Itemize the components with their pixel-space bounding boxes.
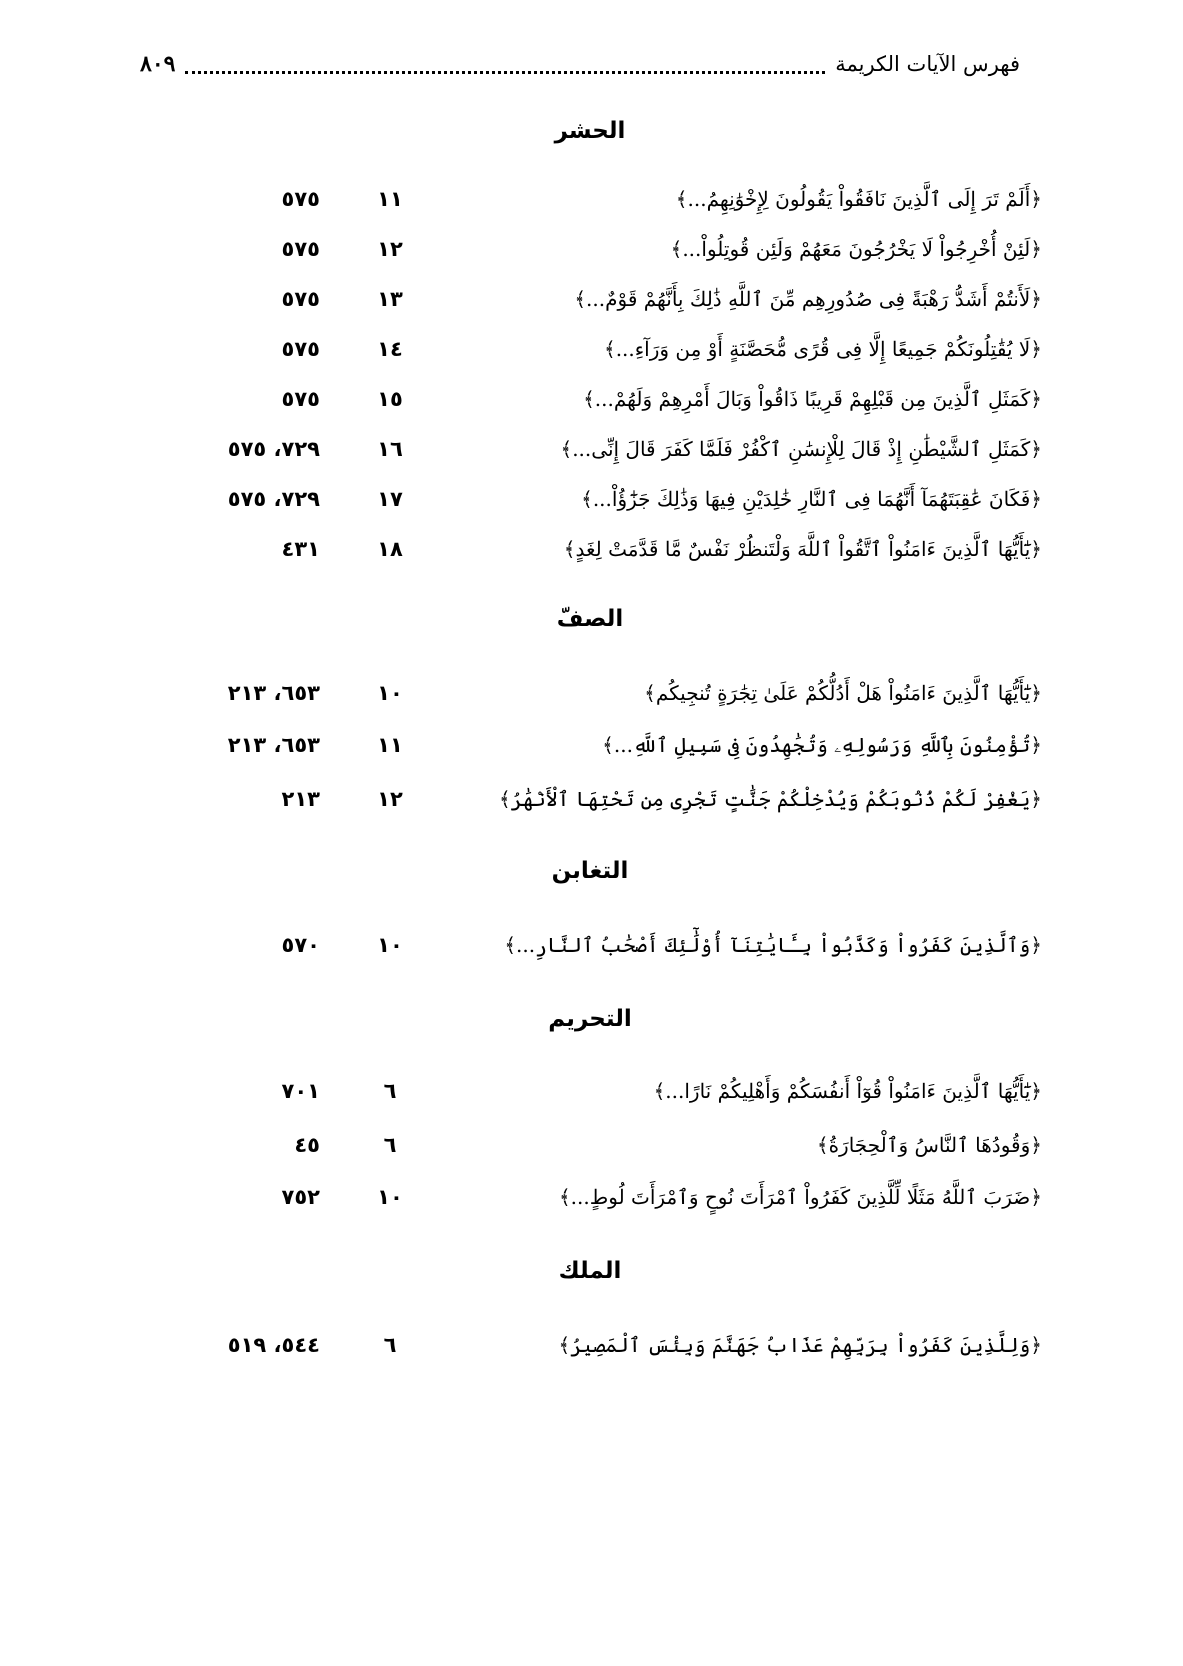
- verse-number: ١٦: [377, 437, 403, 461]
- verse-number: ١٠: [377, 1185, 403, 1209]
- verse-number: ١١: [377, 187, 403, 211]
- verse-text: ﴿فَكَانَ عَٰقِبَتَهُمَآ أَنَّهُمَا فِى ٱلنَّارِ خَٰلِدَيْنِ فِيهَا وَذَٰلِكَ جَزَٰٓؤُاْ...﴾: [581, 487, 1042, 511]
- verse-number: ٦: [383, 1333, 397, 1357]
- verse-row: [0, 226, 1183, 272]
- verse-number: ٦: [383, 1079, 397, 1103]
- verse-row: [0, 526, 1183, 572]
- verse-row: [0, 670, 1183, 716]
- verse-row: [0, 1174, 1183, 1220]
- verse-row: [0, 376, 1183, 422]
- verse-number: ١٠: [377, 681, 403, 705]
- verse-text: ﴿أَلَمْ تَرَ إِلَى ٱلَّذِينَ نَافَقُواْ يَقُولُونَ لِإِخْوَٰنِهِمُ...﴾: [675, 187, 1042, 211]
- verse-row: [0, 476, 1183, 522]
- verse-row: [0, 1122, 1183, 1168]
- verse-row: [0, 922, 1183, 968]
- verse-text: ﴿لَا يُقَٰتِلُونَكُمْ جَمِيعًا إِلَّا فِى قُرًى مُّحَصَّنَةٍ أَوْ مِن وَرَآءِ...﴾: [603, 337, 1042, 361]
- surah-title: التغابن: [551, 858, 629, 884]
- verse-number: ١٧: [377, 487, 403, 511]
- verse-row: [0, 1322, 1183, 1368]
- verse-pages: ٢١٣: [281, 787, 320, 811]
- page-number: ٨٠٩: [140, 51, 176, 77]
- surah-title: الصفّ: [556, 606, 624, 632]
- verse-number: ١١: [377, 733, 403, 757]
- verse-number: ١٣: [377, 287, 403, 311]
- running-header: [140, 44, 1020, 84]
- verse-pages: ٦٥٣، ٢١٣: [227, 681, 320, 705]
- running-header-title: فهرس الآيات الكريمة: [835, 52, 1020, 76]
- verse-pages: ٧٢٩، ٥٧٥: [227, 437, 320, 461]
- surah-title: الحشر: [554, 118, 626, 144]
- dotted-leader: [185, 71, 825, 74]
- verse-text: ﴿ضَرَبَ ٱللَّهُ مَثَلًا لِّلَّذِينَ كَفَرُواْ ٱمْرَأَتَ نُوحٍ وَٱمْرَأَتَ لُوطٍ...﴾: [558, 1185, 1042, 1209]
- verse-row: [0, 176, 1183, 222]
- verse-pages: ٧٢٩، ٥٧٥: [227, 487, 320, 511]
- verse-row: [0, 722, 1183, 768]
- verse-text: ﴿وَٱلَّذِينَ كَفَرُواْ وَكَذَّبُواْ بِـَٔايَٰتِنَآ أُوْلَٰٓئِكَ أَصْحَٰبُ ٱلنَّارِ...﴾: [504, 933, 1042, 957]
- verse-text: ﴿كَمَثَلِ ٱلَّذِينَ مِن قَبْلِهِمْ قَرِيبًا ذَاقُواْ وَبَالَ أَمْرِهِمْ وَلَهُمْ...﴾: [583, 387, 1042, 411]
- verse-text: ﴿يَٰٓأَيُّهَا ٱلَّذِينَ ءَامَنُواْ ٱتَّقُواْ ٱللَّهَ وَلْتَنظُرْ نَفْسٌ مَّا قَدَّمَتْ لِغَدٍ﴾: [563, 537, 1042, 561]
- verse-text: ﴿وَقُودُهَا ٱلنَّاسُ وَٱلْحِجَارَةُ﴾: [816, 1133, 1042, 1157]
- verse-text: ﴿يَغْفِرْ لَكُمْ ذُنُوبَكُمْ وَيُدْخِلْكُمْ جَنَّٰتٍ تَجْرِى مِن تَحْتِهَا ٱلْأَنْهَٰرُ﴾: [498, 787, 1042, 811]
- verse-pages: ٥٧٥: [281, 237, 320, 261]
- verse-row: [0, 1068, 1183, 1114]
- verse-row: [0, 276, 1183, 322]
- surah-title: الملك: [558, 1258, 622, 1284]
- verse-pages: ٥٧٠: [281, 933, 320, 957]
- verse-number: ١٨: [377, 537, 403, 561]
- verse-number: ٦: [383, 1133, 397, 1157]
- verse-row: [0, 776, 1183, 822]
- verse-pages: ٤٣١: [281, 537, 320, 561]
- verse-text: ﴿تُؤْمِنُونَ بِٱللَّهِ وَرَسُولِهِۦ وَتُجَٰهِدُونَ فِى سَبِيلِ ٱللَّهِ...﴾: [602, 733, 1042, 757]
- verse-row: [0, 426, 1183, 472]
- surah-title: التحريم: [548, 1006, 632, 1032]
- verse-text: ﴿وَلِلَّذِينَ كَفَرُواْ بِرَبِّهِمْ عَذَابُ جَهَنَّمَ وَبِئْسَ ٱلْمَصِيرُ﴾: [558, 1333, 1042, 1357]
- verse-number: ١٢: [377, 237, 403, 261]
- verse-pages: ٧٠١: [281, 1079, 320, 1103]
- verse-pages: ٥٧٥: [281, 187, 320, 211]
- verse-number: ١٠: [377, 933, 403, 957]
- verse-text: ﴿يَٰٓأَيُّهَا ٱلَّذِينَ ءَامَنُواْ هَلْ أَدُلُّكُمْ عَلَىٰ تِجَٰرَةٍ تُنجِيكُم﴾: [644, 681, 1042, 705]
- verse-pages: ٥٧٥: [281, 387, 320, 411]
- verse-text: ﴿يَٰٓأَيُّهَا ٱلَّذِينَ ءَامَنُواْ قُوٓاْ أَنفُسَكُمْ وَأَهْلِيكُمْ نَارًا...﴾: [653, 1079, 1042, 1103]
- verse-row: [0, 326, 1183, 372]
- verse-number: ١٥: [377, 387, 403, 411]
- verse-text: ﴿كَمَثَلِ ٱلشَّيْطَٰنِ إِذْ قَالَ لِلْإِنسَٰنِ ٱكْفُرْ فَلَمَّا كَفَرَ قَالَ إِنِّى...﴾: [560, 437, 1042, 461]
- verse-text: ﴿لَئِنْ أُخْرِجُواْ لَا يَخْرُجُونَ مَعَهُمْ وَلَئِن قُوتِلُواْ...﴾: [670, 237, 1042, 261]
- verse-pages: ٦٥٣، ٢١٣: [227, 733, 320, 757]
- verse-text: ﴿لَأَنتُمْ أَشَدُّ رَهْبَةً فِى صُدُورِهِم مِّنَ ٱللَّهِ ذَٰلِكَ بِأَنَّهُمْ قَوْمٌ...﴾: [574, 287, 1042, 311]
- verse-pages: ٧٥٢: [281, 1185, 320, 1209]
- verse-pages: ٥٤٤، ٥١٩: [227, 1333, 320, 1357]
- verse-number: ١٤: [377, 337, 403, 361]
- verse-pages: ٤٥: [294, 1133, 320, 1157]
- verse-pages: ٥٧٥: [281, 287, 320, 311]
- verse-number: ١٢: [377, 787, 403, 811]
- verse-pages: ٥٧٥: [281, 337, 320, 361]
